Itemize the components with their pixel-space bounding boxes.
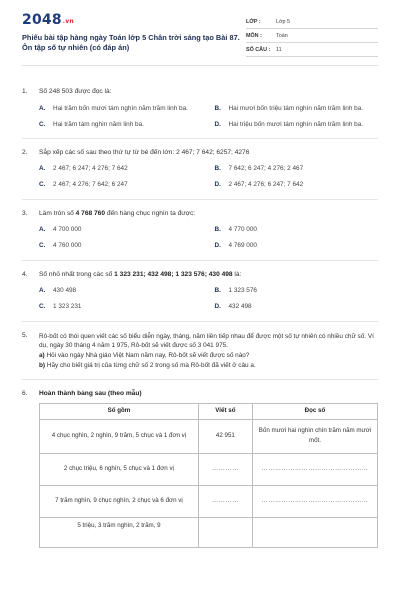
question-text [39, 210, 378, 219]
table-cell: 2 chục triệu, 6 nghìn, 5 chục và 1 đơn vị [40, 453, 199, 485]
number-table [39, 403, 378, 547]
option-a[interactable] [39, 104, 203, 114]
option-text: 4 760 000 [53, 242, 82, 250]
table-row [40, 485, 378, 517]
option-letter: A. [39, 226, 46, 234]
option-letter: B. [214, 165, 221, 173]
answer-blank[interactable]: ………… [198, 485, 252, 517]
option-text: 2 467; 6 247; 4 276; 7 642 [53, 165, 128, 173]
question-text: Rô-bốt có thói quen viết các số biểu diễn ngày, tháng, năm liền tiếp nhau để được một số tự nhiên có nhiều chữ số. Ví dụ, ngày 30 tháng 4 năm 1 975, Rô-bốt sẽ viết được số 3 041 975. [39, 332, 374, 350]
option-text: 1 323 231 [53, 303, 82, 311]
answer-blank[interactable]: ………………………………………… [252, 485, 377, 517]
option-letter: C. [39, 181, 46, 189]
column-header: Viết số [198, 404, 252, 419]
option-d[interactable] [215, 120, 379, 130]
option-letter: D. [214, 120, 221, 128]
option-letter: B. [214, 287, 221, 295]
logo-text: 2048 [22, 12, 62, 28]
meta-info [246, 15, 378, 62]
question-body [39, 210, 378, 252]
question-body [39, 149, 378, 191]
table-row [40, 517, 378, 547]
option-text: 7 642; 6 247; 4 276; 2 467 [228, 165, 304, 173]
question-divider [22, 321, 378, 322]
option-d[interactable] [215, 181, 379, 191]
question-6 [22, 390, 378, 547]
document-title: Phiếu bài tập hàng ngày Toán lớp 5 Chân trời sáng tạo Bài 87. Ôn tập số tự nhiên (có đáp án) [22, 33, 240, 52]
part-label: b) [39, 362, 46, 370]
question-title: Hoàn thành bảng sau (theo mẫu) [39, 390, 142, 398]
question-text-post: đến hàng chục nghìn ta được: [105, 209, 196, 217]
option-letter: D. [214, 303, 221, 311]
question-text: Số 248 503 được đọc là: [39, 88, 112, 95]
answer-options [39, 287, 378, 313]
meta-value: Lớp 5 [276, 18, 291, 25]
question-2 [22, 149, 378, 191]
table-header-row [40, 404, 378, 419]
question-1 [22, 88, 378, 130]
option-text: 430 498 [53, 287, 77, 295]
table-cell: Bốn mươi hai nghìn chín trăm năm mươi mốt. [252, 419, 377, 453]
site-logo[interactable] [22, 12, 242, 30]
option-text: 2 467; 4 276; 7 642; 6 247 [53, 181, 128, 189]
question-text-pre: Số nhỏ nhất trong các số [39, 270, 115, 278]
option-b[interactable] [215, 226, 379, 236]
question-4 [22, 271, 378, 313]
option-c[interactable] [39, 242, 203, 252]
table-cell: 4 chục nghìn, 2 nghìn, 9 trăm, 5 chục và 1 đơn vị [40, 419, 199, 453]
part-text: Hãy cho biết giá trị của từng chữ số 2 trong số mà Rô-bốt đã viết ở câu a. [45, 362, 256, 370]
option-text: Hai trăm tám nghìn năm linh ba. [53, 120, 144, 128]
option-text: 432 498 [228, 303, 252, 311]
question-divider [22, 199, 378, 200]
header-left [22, 12, 242, 62]
option-d[interactable] [215, 303, 379, 313]
question-3 [22, 210, 378, 252]
option-letter: A. [39, 104, 46, 112]
page-header [22, 12, 378, 62]
question-5 [22, 332, 378, 372]
question-body [39, 332, 378, 372]
option-b[interactable] [215, 104, 379, 114]
question-text [39, 271, 378, 280]
question-text-number: 4 768 760 [75, 209, 105, 217]
option-a[interactable] [39, 226, 203, 236]
table-cell: 7 trăm nghìn, 9 chục nghìn, 2 chục và 6 đơn vị [40, 485, 199, 517]
option-text: 2 467; 4 276; 6 247; 7 642 [228, 181, 304, 189]
question-divider [22, 260, 378, 261]
option-text: 4 770 000 [228, 226, 257, 234]
question-text: Sắp xếp các số sau theo thứ tự từ bé đến lớn: 2 467; 7 642; 6257; 4276 [39, 148, 250, 156]
column-header: Đọc số [252, 404, 377, 419]
meta-value: Toán [276, 32, 288, 39]
option-letter: B. [214, 226, 221, 234]
answer-blank[interactable]: ………………………………………… [252, 453, 377, 485]
option-letter: C. [39, 120, 46, 128]
option-b[interactable] [215, 165, 379, 175]
meta-label: SỐ CÂU : [246, 46, 271, 53]
question-number: 4. [22, 270, 28, 278]
question-text-post: là: [232, 270, 242, 278]
option-letter: A. [39, 287, 46, 295]
part-label: a) [39, 352, 45, 360]
option-text: 4 700 000 [53, 226, 82, 234]
option-text: Hai trăm bốn mươi tám nghìn năm trăm linh ba. [53, 104, 188, 112]
option-letter: D. [214, 242, 221, 250]
logo-suffix: .vn [62, 18, 74, 25]
option-text: 1 323 576 [228, 287, 257, 295]
option-letter: C. [39, 303, 46, 311]
column-header: Số gồm [40, 404, 199, 419]
question-number: 3. [22, 209, 28, 217]
meta-row-class [246, 15, 378, 29]
part-text: Hỏi vào ngày Nhà giáo Việt Nam năm nay, Rô-bốt sẽ viết được số nào? [44, 352, 250, 360]
question-text-numbers: 1 323 231; 432 498; 1 323 576; 430 498 [114, 270, 233, 278]
option-a[interactable] [39, 165, 203, 175]
option-d[interactable] [215, 242, 379, 252]
answer-options [39, 226, 378, 252]
option-letter: A. [39, 165, 46, 173]
answer-blank[interactable] [198, 517, 252, 547]
answer-options [39, 104, 378, 130]
meta-row-count [246, 43, 378, 57]
meta-label: MÔN : [246, 32, 262, 39]
option-letter: C. [39, 242, 46, 250]
answer-blank[interactable] [252, 517, 377, 547]
meta-label: LỚP : [246, 18, 261, 25]
answer-blank[interactable]: ………… [198, 453, 252, 485]
meta-value: 11 [276, 46, 282, 53]
option-a[interactable] [39, 287, 203, 297]
question-part-b [39, 361, 378, 371]
question-body [39, 390, 378, 547]
option-text: Hai triệu bốn mươi tám nghìn năm trăm linh ba. [228, 120, 364, 128]
option-c[interactable] [39, 120, 203, 130]
question-body [39, 88, 378, 130]
table-row [40, 453, 378, 485]
meta-row-subject [246, 29, 378, 43]
question-divider [22, 138, 378, 139]
option-text: 4 769 000 [228, 242, 257, 250]
option-letter: D. [214, 181, 221, 189]
table-row [40, 419, 378, 453]
table-cell: 42 951 [198, 419, 252, 453]
question-number: 6. [22, 390, 28, 398]
question-number: 5. [22, 331, 28, 339]
question-divider [22, 379, 378, 380]
question-number: 1. [22, 88, 28, 95]
question-part-a [39, 351, 378, 361]
option-c[interactable] [39, 181, 203, 191]
answer-options [39, 165, 378, 191]
option-text: Hai mươi bốn triệu tám nghìn năm trăm linh ba. [228, 104, 364, 112]
table-cell: 5 triệu, 3 trăm nghìn, 2 trăm, 9 [40, 517, 199, 547]
question-list [22, 88, 378, 548]
question-number: 2. [22, 148, 28, 156]
option-c[interactable] [39, 303, 203, 313]
question-text-pre: Làm tròn số [39, 209, 76, 217]
header-divider [22, 65, 378, 66]
option-letter: B. [214, 104, 221, 112]
question-body [39, 271, 378, 313]
option-b[interactable] [215, 287, 379, 297]
